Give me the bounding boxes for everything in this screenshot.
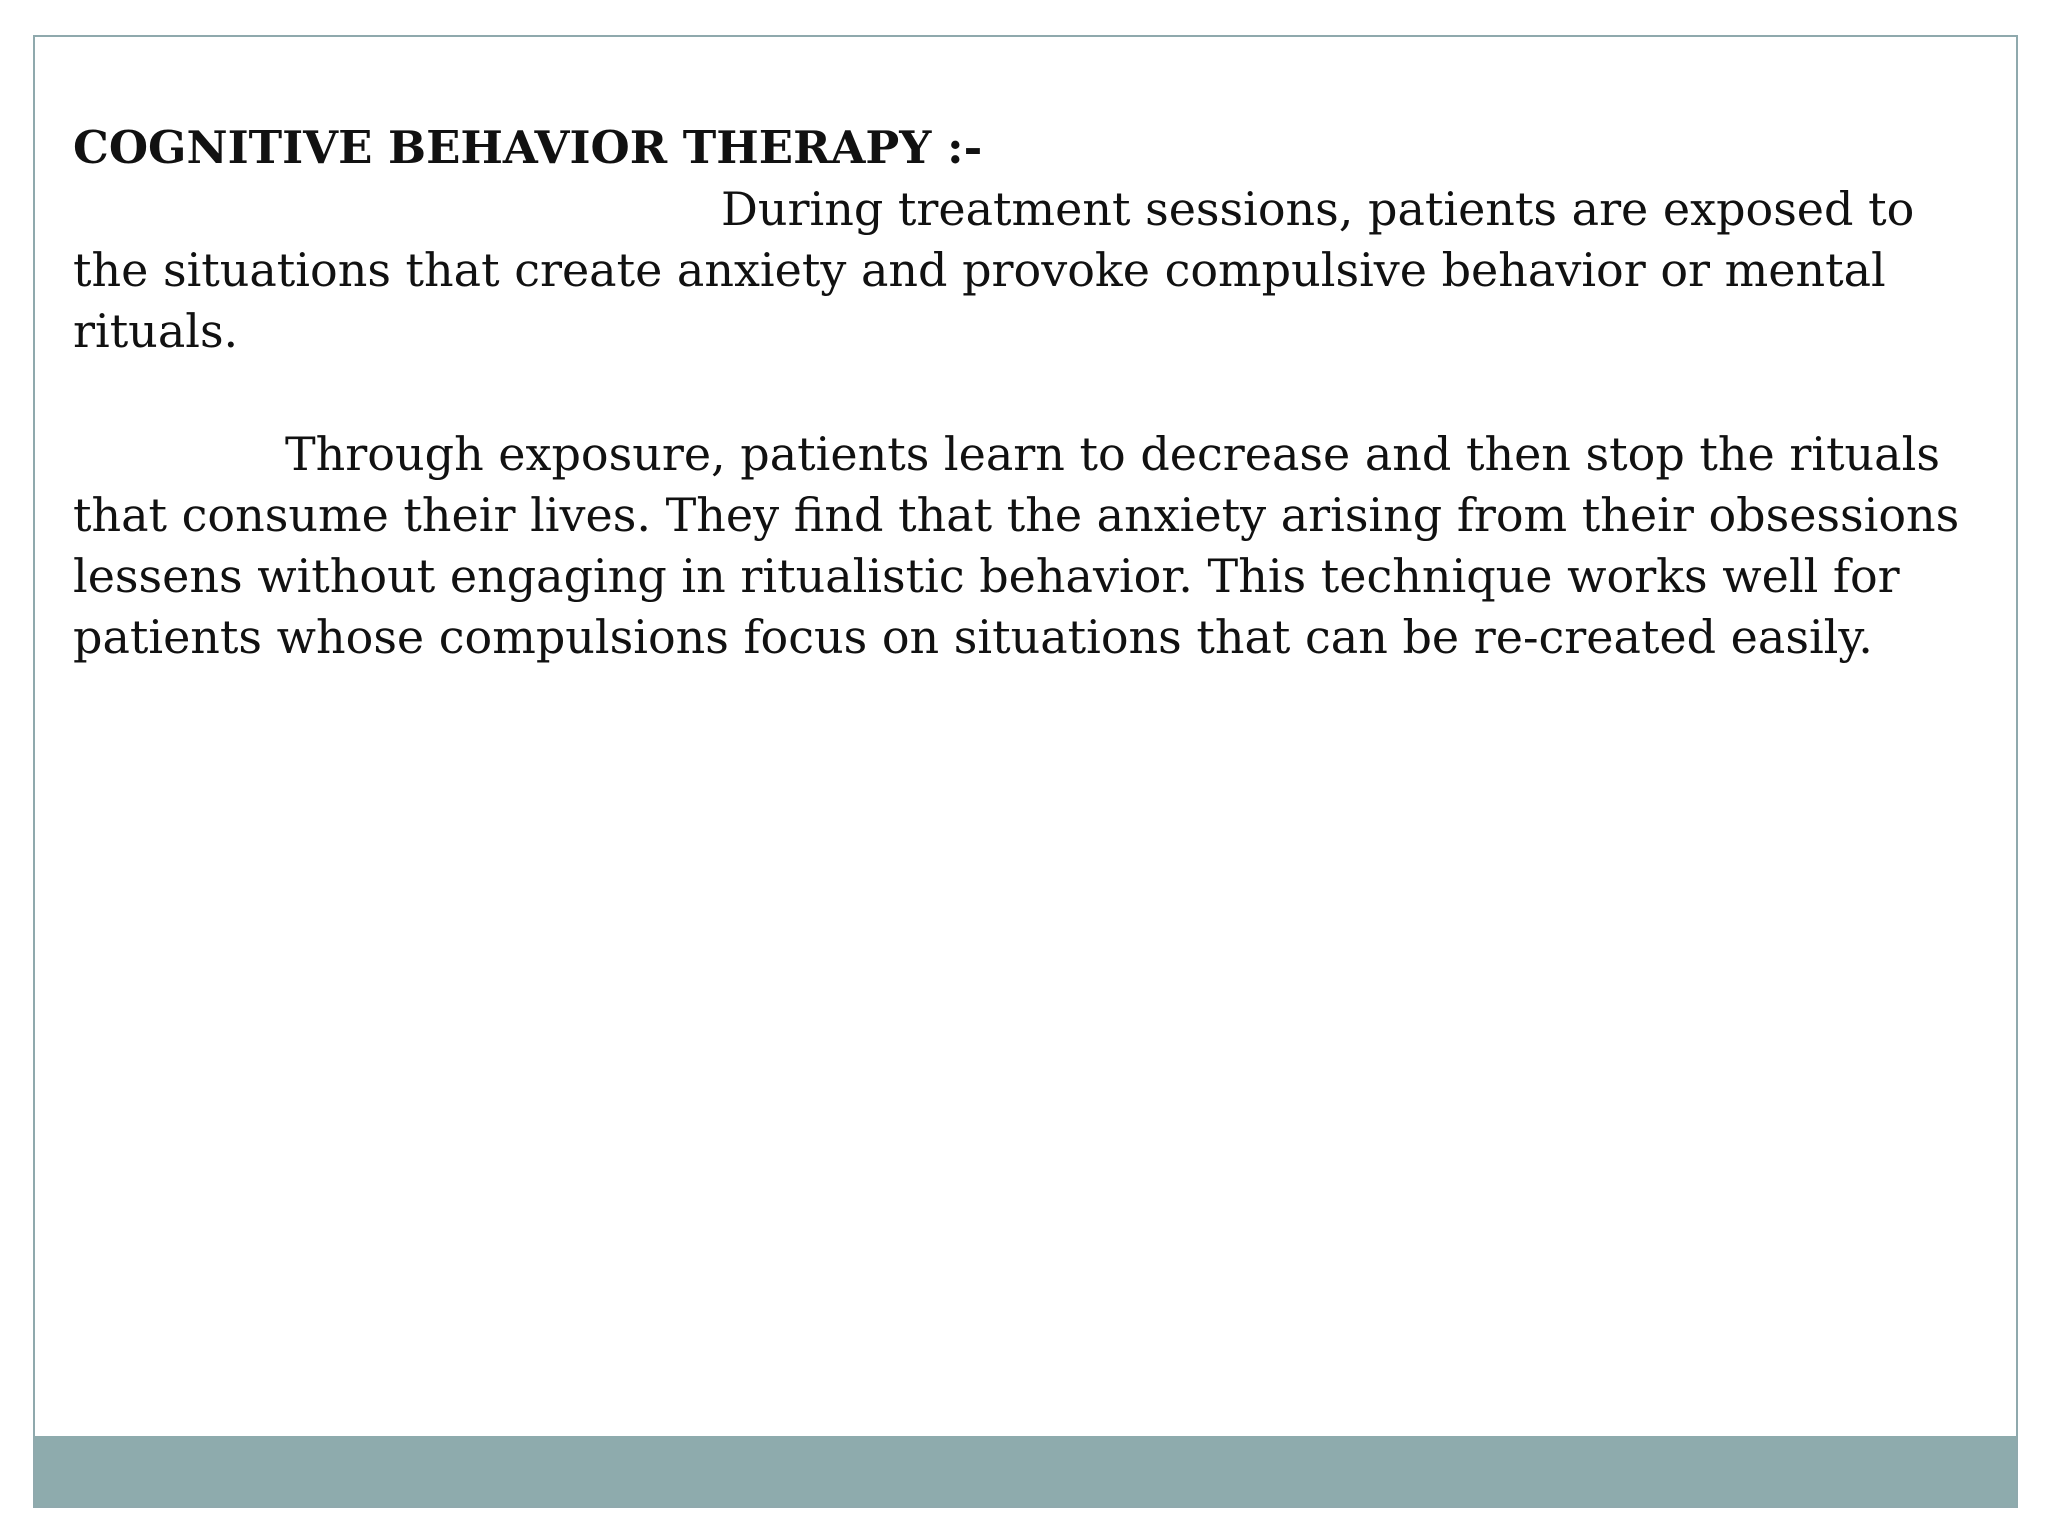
paragraph-treatment-sessions: During treatment sessions, patients are exposed to the situations that create anxiety and provoke compulsive behavior or mental rituals.: [73, 182, 1915, 358]
paragraph-exposure: Through exposure, patients learn to decrease and then stop the rituals that consume their lives. They find that the anxiety arising from their obsessions lessens without engaging in ritualistic behavior. This technique works well for patients whose compulsions focus on situations that can be re-created easily.: [73, 427, 1960, 664]
slide: [33, 35, 2018, 1508]
slide-title: COGNITIVE BEHAVIOR THERAPY :-: [73, 121, 983, 174]
slide-content: [73, 117, 1993, 668]
footer-bar: [35, 1436, 2016, 1506]
